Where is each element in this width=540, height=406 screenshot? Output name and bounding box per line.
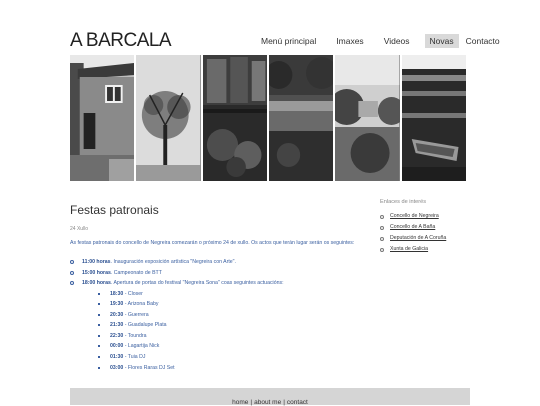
nav-item-contacto[interactable]: Contacto: [465, 36, 500, 46]
nav-item-menu-principal[interactable]: Menú principal: [261, 36, 317, 46]
link-list: [380, 211, 470, 255]
article-title: Festas patronais: [70, 203, 159, 217]
sidebar-link-a-bana[interactable]: Concello de A Baña: [380, 222, 470, 233]
list-item: 21:30 - Guadalupe Plata: [98, 320, 360, 331]
list-item: 15:00 horas. Campeonato de BTT: [70, 268, 360, 279]
list-item: 18:00 horas. Apertura de portas do festival "Negreira Sona" coas seguintes actuacións: 18:30 - Closer 19:30 - Arizona Baby 20:30 - Guerrera 21:30 - Guadalupe Plata 22:30 - Toundra 00:00 - Lagartija Nick 01:30 - Tuia DJ 03:00 - Flores Raras DJ Set: [70, 278, 360, 373]
nav-item-videos[interactable]: Videos: [383, 36, 410, 46]
sidebar-links: [380, 199, 470, 255]
forest-house-photo[interactable]: [335, 55, 399, 181]
list-item: 11:00 horas. Inauguración exposición artística "Negreira con Arte".: [70, 257, 360, 268]
list-item: 01:30 - Tuia DJ: [98, 352, 360, 363]
sidebar-link-deputacion[interactable]: Deputación de A Coruña: [380, 233, 470, 244]
tree-photo[interactable]: [136, 55, 200, 181]
footer-link-home[interactable]: home: [232, 399, 249, 406]
list-item: 18:30 - Closer: [98, 289, 360, 300]
bridge-river-photo[interactable]: [269, 55, 333, 181]
list-item: 22:30 - Toundra: [98, 331, 360, 342]
events-list: [70, 257, 360, 373]
wooden-fence-photo[interactable]: [203, 55, 267, 181]
list-item: 20:30 - Guerrera: [98, 310, 360, 321]
list-item: 00:00 - Lagartija Nick: [98, 341, 360, 352]
nav-item-imaxes[interactable]: Imaxes: [336, 36, 364, 46]
nav-item-novas[interactable]: Novas: [425, 34, 459, 48]
sidebar-link-xunta[interactable]: Xunta de Galicia: [380, 244, 470, 255]
list-item: 19:30 - Arizona Baby: [98, 299, 360, 310]
article-intro: As festas patronais do concello de Negreira comezarán o próximo 24 de xullo. Os actos que terán lugar serán os seguintes:: [70, 240, 355, 246]
footer-link-contact[interactable]: contact: [286, 399, 308, 406]
footer: [70, 388, 470, 405]
main-nav: [256, 34, 507, 48]
article-date: 24 Xullo: [70, 226, 89, 232]
photo-gallery: [70, 55, 466, 181]
sidebar-link-negreira[interactable]: Concello de Negreira: [380, 211, 470, 222]
footer-link-about[interactable]: about me: [254, 399, 282, 406]
stone-house-photo[interactable]: [70, 55, 134, 181]
footer-separator: |: [250, 399, 253, 406]
sidebar-heading: Enlaces de interés: [380, 199, 427, 205]
article: [70, 203, 360, 373]
boat-photo[interactable]: [402, 55, 466, 181]
lineup-list: [82, 289, 360, 374]
list-item: 03:00 - Flores Raras DJ Set: [98, 363, 360, 374]
footer-separator: |: [283, 399, 285, 406]
site-logo[interactable]: A BARCALA: [70, 30, 172, 51]
